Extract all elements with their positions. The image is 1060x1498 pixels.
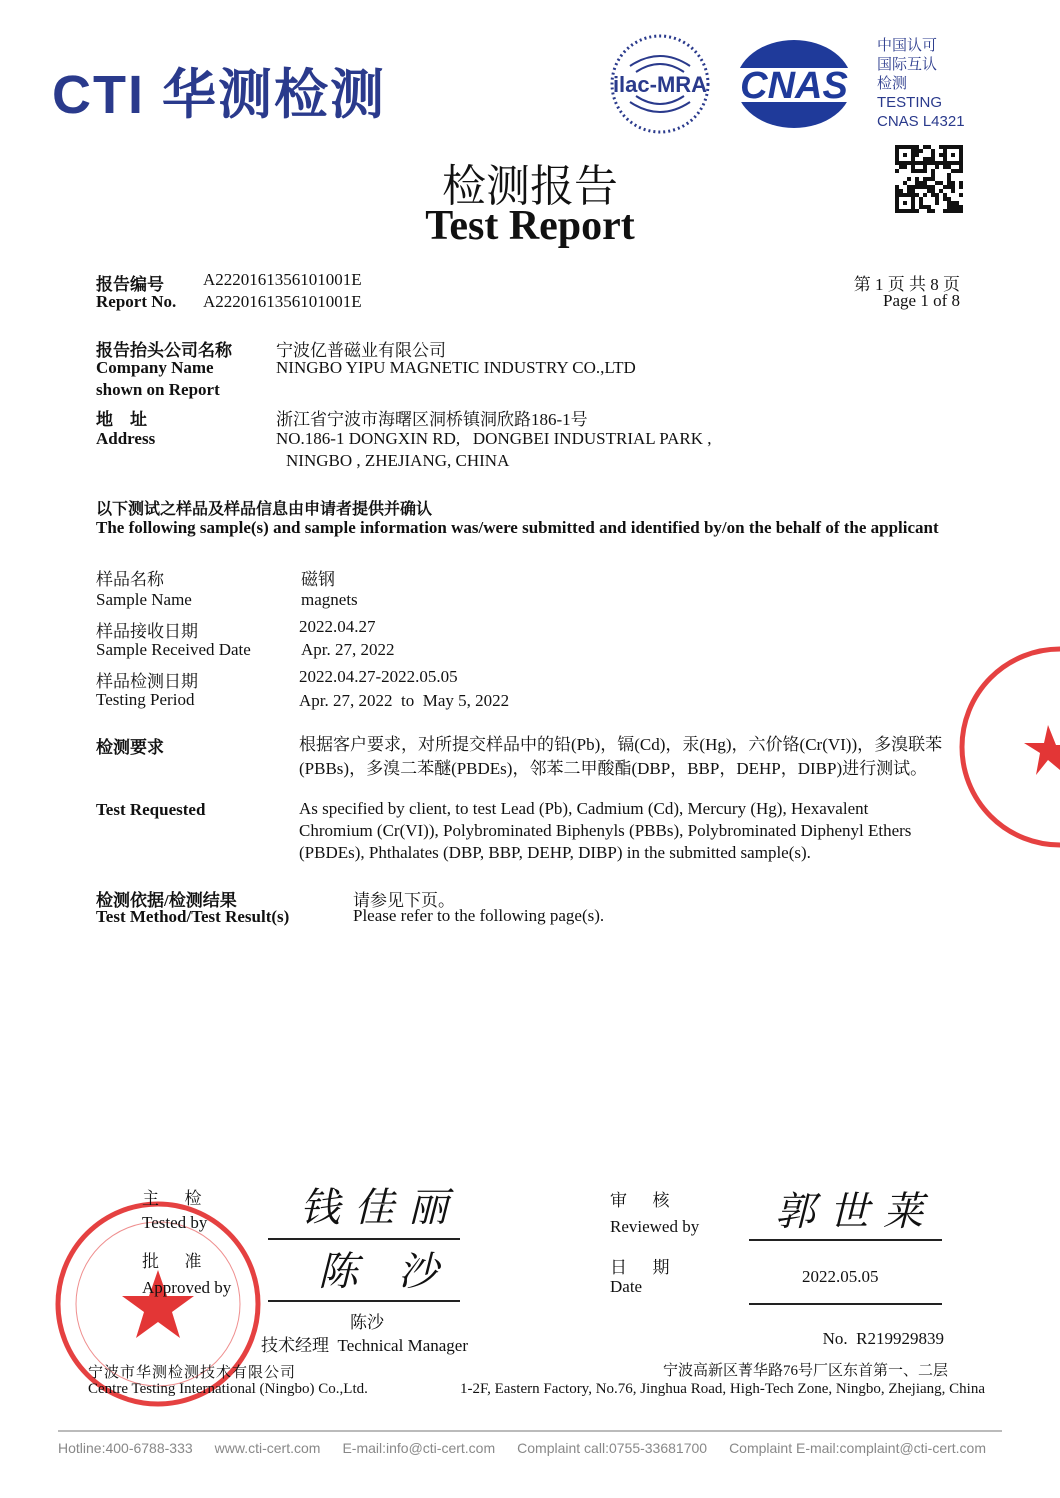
received-value-cn: 2022.04.27 — [299, 617, 376, 636]
approved-title: 技术经理 Technical Manager — [261, 1336, 468, 1355]
method-value-en: Please refer to the following page(s). — [353, 906, 605, 925]
sample-intro-cn: 以下测试之样品及样品信息由申请者提供并确认 — [96, 501, 433, 518]
sample-name-label-cn: 样品名称 — [96, 570, 164, 589]
tested-signature: 钱佳丽 — [300, 1185, 462, 1231]
sample-name-value-en: magnets — [301, 590, 358, 609]
footer-website[interactable]: www.cti-cert.com — [214, 1440, 321, 1456]
requested-value-cn: 根据客户要求，对所提交样品中的铅(Pb)，镉(Cd)，汞(Hg)，六价铬(Cr(VI))，多溴联苯(PBBs)，多溴二苯醚(PBDEs)，邻苯二甲酸酯(DBP，BBP，DEHP，DIBP)进行测试。 — [299, 735, 943, 778]
address-value-en: NO.186-1 DONGXIN RD, DONGBEI INDUSTRIAL PARK , — [276, 429, 712, 448]
cnas-line: 检测 — [877, 75, 908, 92]
approved-label-cn: 批 准 — [142, 1252, 202, 1271]
report-no-label-en: Report No. — [96, 292, 177, 311]
company-label-en2: shown on Report — [96, 380, 220, 399]
footer-email[interactable]: E-mail:info@cti-cert.com — [342, 1440, 496, 1456]
cti-logo: CTI 华测检测 — [52, 65, 386, 125]
cnas-accreditation-text — [877, 36, 977, 131]
cnas-text: CNAS — [740, 65, 848, 107]
page-indicator-en: Page 1 of 8 — [883, 291, 960, 310]
testing-period-label-cn: 样品检测日期 — [96, 672, 198, 691]
testing-period-label-en: Testing Period — [96, 690, 195, 709]
requested-label-en: Test Requested — [96, 800, 206, 819]
approved-label-en: Approved by — [142, 1278, 232, 1297]
testing-period-value-cn: 2022.04.27-2022.05.05 — [299, 667, 458, 686]
method-label-en: Test Method/Test Result(s) — [96, 907, 290, 926]
tested-label-en: Tested by — [142, 1213, 208, 1232]
testing-period-value-en: Apr. 27, 2022 to May 5, 2022 — [299, 691, 510, 710]
report-no-value-en: A2220161356101001E — [203, 292, 362, 311]
ilac-text: ilac-MRA — [612, 72, 708, 97]
cnas-line: 国际互认 — [877, 56, 938, 73]
serial-number: No. R219929839 — [822, 1329, 944, 1348]
requested-label-cn: 检测要求 — [96, 738, 164, 757]
report-no-value-cn: A2220161356101001E — [203, 270, 362, 289]
sample-name-value-cn: 磁钢 — [301, 570, 335, 589]
received-label-cn: 样品接收日期 — [96, 622, 198, 641]
date-label-en: Date — [610, 1277, 643, 1296]
cnas-line: TESTING — [877, 94, 943, 111]
received-label-en: Sample Received Date — [96, 640, 251, 659]
sample-name-label-en: Sample Name — [96, 590, 192, 609]
tested-label-cn: 主 检 — [142, 1189, 202, 1208]
company-value-en: NINGBO YIPU MAGNETIC INDUSTRY CO.,LTD — [276, 358, 636, 377]
requested-value-en: As specified by client, to test Lead (Pb), Cadmium (Cd), Mercury (Hg), Hexavalent Chromium (Cr(VI)), Polybrominated Biphenyls (PBBs), Polybrominated Diphenyl Ethers (PBDEs), Phthalates (DBP, BBP, DEHP, DIBP) in the submitted sample(s). — [299, 799, 912, 862]
cnas-line: CNAS L4321 — [877, 113, 965, 130]
reviewed-label-cn: 审 核 — [610, 1191, 670, 1210]
footer-complaint-email[interactable]: Complaint E-mail:complaint@cti-cert.com — [729, 1440, 987, 1456]
address-value-en2: NINGBO , ZHEJIANG, CHINA — [286, 451, 510, 470]
cnas-line: 中国认可 — [877, 37, 938, 54]
company-label-en: Company Name — [96, 358, 214, 377]
cnas-logo — [733, 38, 855, 130]
footer-hotline: Hotline:400-6788-333 — [58, 1440, 193, 1456]
address-value-cn: 浙江省宁波市海曙区洞桥镇洞欣路186-1号 — [276, 410, 588, 429]
footer-contacts — [58, 1440, 986, 1456]
received-value-en: Apr. 27, 2022 — [301, 640, 395, 659]
date-value: 2022.05.05 — [802, 1267, 879, 1286]
sample-intro-en: The following sample(s) and sample information was/were submitted and identified by/on the behalf of the applicant — [96, 518, 939, 537]
report-no-label-cn: 报告编号 — [96, 275, 164, 294]
method-label-cn: 检测依据/检测结果 — [96, 891, 237, 910]
company-name-en: Centre Testing International (Ningbo) Co.,Ltd. — [88, 1381, 368, 1397]
reviewed-signature: 郭世莱 — [775, 1189, 937, 1235]
address-label-en: Address — [96, 429, 156, 448]
reviewed-label-en: Reviewed by — [610, 1217, 700, 1236]
footer-complaint-call: Complaint call:0755-33681700 — [517, 1440, 708, 1456]
page-indicator-cn: 第 1 页 共 8 页 — [853, 275, 960, 294]
method-value-cn: 请参见下页。 — [353, 891, 455, 910]
company-address-en: 1-2F, Eastern Factory, No.76, Jinghua Road, High-Tech Zone, Ningbo, Zhejiang, China — [460, 1381, 986, 1397]
company-label-cn: 报告抬头公司名称 — [96, 341, 232, 360]
approved-name: 陈沙 — [350, 1313, 384, 1332]
company-value-cn: 宁波亿普磁业有限公司 — [276, 341, 446, 360]
address-label-cn: 地 址 — [96, 410, 147, 429]
date-label-cn: 日 期 — [610, 1258, 670, 1277]
company-name-cn: 宁波市华测检测技术有限公司 — [88, 1365, 297, 1381]
company-address-cn: 宁波高新区菁华路76号厂区东首第一、二层 — [663, 1363, 949, 1379]
title-en: Test Report — [425, 203, 635, 249]
title-cn: 检测报告 — [442, 161, 618, 212]
ilac-mra-logo — [608, 32, 712, 136]
approved-signature: 陈沙 — [318, 1249, 478, 1295]
company-stamp-partial — [958, 645, 1060, 850]
